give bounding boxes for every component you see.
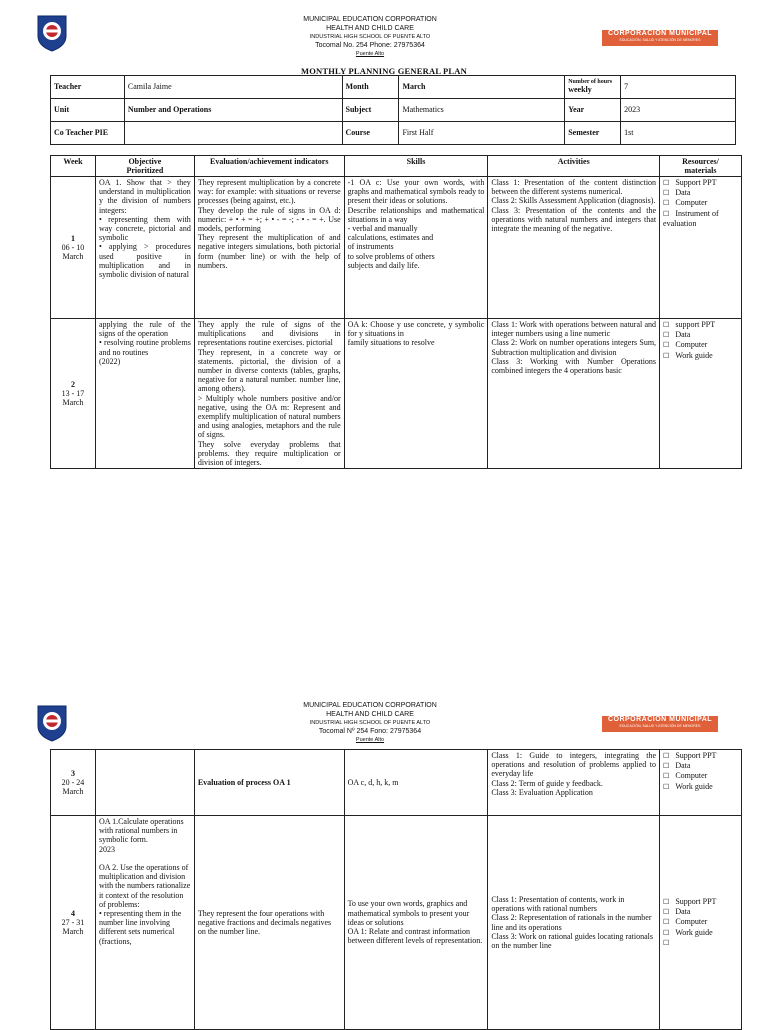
coteacher-label: Co Teacher PIE: [51, 122, 125, 145]
col-week: Week: [51, 156, 96, 177]
table-row: [51, 177, 742, 319]
activities-cell: Class 1: Work with operations between natural and integer numbers using a line numeric Class 2: Work on number operations integers Sum, Subtraction multiplication and division Class 3: Working with Number Operations combined integers the 4 operations basic: [488, 319, 660, 469]
page-2: [0, 690, 768, 1024]
letterhead: [200, 702, 540, 745]
week-number: 4: [70, 908, 75, 918]
table-row: [51, 319, 742, 469]
hours-value: 7: [621, 76, 736, 99]
logo-text: CORPORACIÓN MUNICIPAL: [607, 716, 713, 723]
logo-text: CORPORACIÓN MUNICIPAL: [607, 30, 713, 37]
corporation-logo: [602, 30, 718, 46]
year-value: 2023: [621, 99, 736, 122]
teacher-value: Camila Jaime: [124, 76, 342, 99]
school-crest-icon: [36, 704, 68, 742]
week-cell: [51, 319, 96, 469]
month-label: Month: [342, 76, 399, 99]
col-activities: Activities: [488, 156, 660, 177]
week-dates: 27 - 31 March: [61, 917, 85, 937]
week-dates: 13 - 17 March: [61, 389, 85, 408]
col-objective: Objective Prioritized: [95, 156, 194, 177]
school-name: INDUSTRIAL HIGH SCHOOL OF PUENTE ALTO: [309, 720, 431, 727]
org-name: MUNICIPAL EDUCATION CORPORATION: [303, 16, 437, 23]
corporation-logo: [602, 716, 718, 732]
city-link[interactable]: Puente Alto: [355, 737, 385, 744]
resource-item: ☐ Data: [663, 330, 738, 340]
skills-cell: To use your own words, graphics and mathematical symbols to present your ideas or solutions OA 1: Relate and contrast information between different levels of representation.: [344, 816, 488, 1030]
logo-subtext: EDUCACIÓN, SALUD Y ATENCIÓN DE MENORES: [619, 38, 701, 42]
unit-label: Unit: [51, 99, 125, 122]
evaluation-cell: They represent multiplication by a concrete way: for example: with situations or reverse processes (being against, etc.). They develop the rule of signs in OA d: numeric: + • + = +; + • - = -; - • - = +. Use models, performing They represent the multiplication of and negative integers simulations, both pictorial form (number line) or with the help of numbers.: [194, 177, 344, 319]
resource-item: ☐ Data: [663, 761, 738, 771]
week-cell: [51, 816, 96, 1030]
resource-item: ☐ Data: [663, 907, 738, 917]
activities-cell: Class 1: Presentation of contents, work in operations with rational numbers Class 2: Representation of rationals in the number line and its operations Class 3: Work on rational guides locating rationals on the number line: [488, 816, 660, 1030]
objective-cell: applying the rule of the signs of the operation • resolving routine problems and no routines (2022): [95, 319, 194, 469]
activities-cell: Class 1: Guide to integers, integrating the operations and resolution of problems applied to everyday life Class 2: Term of guide y feedback. Class 3: Evaluation Application: [488, 750, 660, 816]
school-address: Tocomal Nº 254 Fono: 27975364: [318, 727, 422, 735]
info-table: [50, 75, 736, 145]
skills-cell: OA c, d, h, k, m: [344, 750, 488, 816]
dept-name: HEALTH AND CHILD CARE: [326, 710, 414, 718]
skills-cell: OA k: Choose y use concrete, y symbolic for y situations in family situations to resolve: [344, 319, 488, 469]
logo-subtext: EDUCACIÓN, SALUD Y ATENCIÓN DE MENORES: [619, 724, 701, 728]
resource-item: ☐ support PPT: [663, 320, 738, 330]
unit-value: Number and Operations: [124, 99, 342, 122]
evaluation-cell: They represent the four operations with negative fractions and decimals negatives on the number line.: [194, 816, 344, 1030]
planning-table-2: [50, 749, 742, 1030]
week-dates: 06 - 10 March: [61, 242, 85, 262]
resource-item: ☐ Support PPT: [663, 751, 738, 761]
resource-item: ☐ Computer: [663, 340, 738, 350]
resource-item: ☐ Work guide: [663, 351, 738, 361]
resource-item: ☐ Support PPT: [663, 897, 738, 907]
col-evaluation: Evaluation/achievement indicators: [194, 156, 344, 177]
subject-label: Subject: [342, 99, 399, 122]
col-resources: Resources/ materials: [660, 156, 742, 177]
week-number: 1: [70, 233, 75, 243]
year-label: Year: [565, 99, 621, 122]
plan-title: MONTHLY PLANNING GENERAL PLAN: [301, 66, 467, 76]
resources-cell: [660, 319, 742, 469]
school-name: INDUSTRIAL HIGH SCHOOL OF PUENTE ALTO: [309, 34, 431, 41]
week-number: 2: [70, 379, 75, 389]
resources-cell: [660, 177, 742, 319]
col-skills: Skills: [344, 156, 488, 177]
resource-item: ☐ Data: [663, 188, 738, 198]
objective-cell: OA 1. Show that > they understand in multiplication y the division of numbers integers: • representing them with way concrete, pictorial and symbolic • applying > procedures used positive in multiplication and in symbolic division of natural: [95, 177, 194, 319]
resource-item: ☐ Support PPT: [663, 178, 738, 188]
skills-cell: -1 OA c: Use your own words, with graphs and mathematical symbols ready to present their ideas or solutions. Describe relationships and mathematical situations in a way - verbal and manually calculations, estimates and of instruments to solve problems of others subjects and daily life.: [344, 177, 488, 319]
semester-value: 1st: [621, 122, 736, 145]
planning-table-1: [50, 155, 742, 469]
resource-item: ☐ Work guide: [663, 782, 738, 792]
activities-cell: Class 1: Presentation of the content distinction between the different systems numerical. Class 2: Skills Assessment Application (diagnosis). Class 3: Presentation of the contents and the operations with natural numbers and integers that integrate the meaning of the negative.: [488, 177, 660, 319]
teacher-label: Teacher: [51, 76, 125, 99]
school-crest-icon: [36, 14, 68, 52]
resource-item: ☐ Computer: [663, 771, 738, 781]
course-label: Course: [342, 122, 399, 145]
resource-item: [663, 938, 738, 948]
resources-cell: [660, 750, 742, 816]
evaluation-cell: Evaluation of process OA 1: [194, 750, 344, 816]
hours-label: Number of hours weekly: [565, 76, 621, 99]
week-dates: 20 - 24 March: [61, 777, 85, 797]
week-number: 3: [70, 768, 75, 778]
table-row: [51, 816, 742, 1030]
evaluation-cell: They apply the rule of signs of the multiplications and divisions in representations routine exercises. pictorial They represent, in a concrete way or statements. pictorial, the division of a number in diverse contexts (tables, graphs, negative for a natural number. number line, among others). > Multiply whole numbers positive and/or negative, using the OA m: Represent and exemplify multiplication of natural numbers and using analogies, metaphors and the rule of signs. They solve everyday problems that problems. they require multiplication or division of integers.: [194, 319, 344, 469]
objective-cell: OA 1.Calculate operations with rational numbers in symbolic form. 2023 OA 2. Use the operations of multiplication and division with the numbers rationalize it context of the resolution of problems: • representing them in the number line involving different sets numerical (fractions,: [95, 816, 194, 1030]
coteacher-value: [124, 122, 342, 145]
resource-item: ☐ Work guide: [663, 928, 738, 938]
week-cell: [51, 750, 96, 816]
month-value: March: [399, 76, 565, 99]
course-value: First Half: [399, 122, 565, 145]
resource-item: ☐ Computer: [663, 917, 738, 927]
week-cell: [51, 177, 96, 319]
resources-cell: [660, 816, 742, 1030]
objective-cell: [95, 750, 194, 816]
resource-item: ☐ Instrument of evaluation: [663, 209, 738, 228]
table-row: [51, 750, 742, 816]
org-name: MUNICIPAL EDUCATION CORPORATION: [303, 702, 437, 709]
semester-label: Semester: [565, 122, 621, 145]
resource-item: ☐ Computer: [663, 198, 738, 208]
city-link[interactable]: Puente Alto: [355, 51, 385, 58]
letterhead: [200, 16, 540, 59]
school-address: Tocomal No. 254 Phone: 27975364: [315, 41, 425, 49]
subject-value: Mathematics: [399, 99, 565, 122]
dept-name: HEALTH AND CHILD CARE: [326, 24, 414, 32]
